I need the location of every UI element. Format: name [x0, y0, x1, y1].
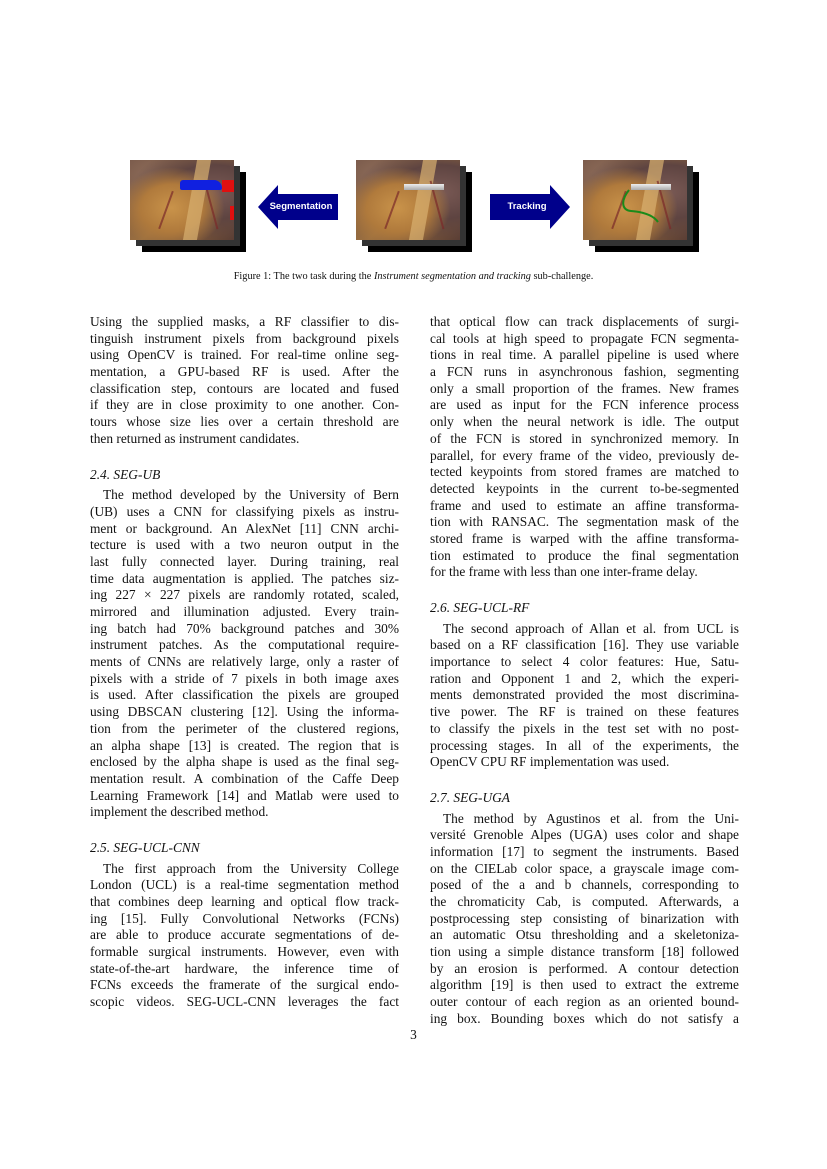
paragraph [430, 811, 739, 1028]
left-column [90, 314, 399, 1011]
text-line: The second approach of Allan et al. from UCL is [443, 620, 739, 636]
text-line: tion using a simple distance transform [18] followed [430, 944, 739, 960]
text-line: pixels with a stride of 7 pixels in both image axes [90, 670, 399, 686]
text-line: mentation, a GPU-based RF is used. After the [90, 364, 399, 380]
text-line: algorithm [19] is then used to extract the extreme [430, 977, 739, 993]
text-line: classification step, contours are located and fused [90, 380, 399, 396]
text-line: an automatic Otsu thresholding and a skeletoniza- [430, 927, 739, 943]
paragraph [90, 314, 399, 448]
text-line: parallel, for every frame of the video, previously de- [430, 447, 739, 463]
text-line: posed of the a and b channels, corresponding to [430, 877, 739, 893]
section-heading: 2.4. SEG-UB [90, 466, 161, 482]
text-line: tion with RANSAC. The segmentation mask of the [430, 514, 739, 530]
text-line: only a small proportion of the frames. New frames [430, 380, 739, 396]
text-line: stored frame is warped with the affine transforma- [430, 530, 739, 546]
paragraph [430, 314, 739, 581]
text-line: tinguish instrument pixels from background pixels [90, 330, 399, 346]
text-line: tecture is used with a two neuron output in the [90, 537, 399, 553]
text-line: outer contour of each region as an oriented bound- [430, 994, 739, 1010]
segmentation-arrow [258, 185, 338, 229]
text-line: enclosed by the alpha shape is used as the final seg- [90, 754, 399, 770]
text-line: last fully connected layer. During training, real [90, 553, 399, 569]
text-line: The method developed by the University of Bern [103, 487, 399, 503]
text-line: mentation result. A combination of the Caffe Deep [90, 770, 399, 786]
text-line: ing batch had 70% background patches and 30% [90, 620, 399, 636]
text-line: using DBSCAN clustering [12]. Using the informa- [90, 704, 399, 720]
segmentation-mask-blue [180, 180, 222, 190]
segmentation-label: Segmentation [269, 201, 333, 212]
text-line: if they are in close proximity to one another. Con- [90, 397, 399, 413]
section-heading: 2.6. SEG-UCL-RF [430, 600, 530, 615]
text-line: that optical flow can track displacements of surgi- [430, 314, 739, 329]
text-line: instrument patches. As the computational require- [90, 637, 399, 653]
tracking-result-image [583, 160, 687, 240]
text-line: cal tools at high speed to propagate FCN segmenta- [430, 330, 739, 346]
text-line: a FCN runs in asynchronous fashion, segmenting [430, 364, 739, 380]
text-line: Learning Framework [14] and Matlab were used to [90, 787, 399, 803]
text-line: processing stages. In all of the experiments, the [430, 737, 739, 753]
text-line: tions in real time. A parallel pipeline is used where [430, 347, 739, 363]
tracking-label: Tracking [507, 201, 547, 212]
text-line: ments of CNNs are relatively large, only a raster of [90, 654, 399, 670]
text-line: of the FCN is stored in synchronized memory. In [430, 430, 739, 446]
text-line: importance to select 4 color features: Hue, Satu- [430, 654, 739, 670]
text-line: formable surgical instruments. However, even with [90, 944, 399, 960]
text-line: time data augmentation is applied. The patches siz- [90, 570, 399, 586]
section-heading: 2.5. SEG-UCL-CNN [90, 839, 200, 855]
text-line: ing [15]. Fully Convolutional Networks (FCNs) [90, 910, 399, 926]
text-line: information [17] to segment the instruments. Based [430, 843, 739, 859]
text-line: then returned as instrument candidates. [90, 430, 300, 446]
text-line: frame and used to estimate an affine transforma- [430, 497, 739, 513]
text-line: state-of-the-art hardware, the inference time of [90, 960, 399, 976]
figure-caption [0, 271, 827, 282]
text-line: The first approach from the University College [103, 860, 399, 876]
text-line: (UB) uses a CNN for classifying pixels as instru- [90, 503, 399, 519]
text-line: the chromaticity Cab, is computed. Afterwards, a [430, 894, 739, 909]
caption-prefix: Figure 1: The two task during the [233, 271, 374, 282]
caption-suffix: sub-challenge. [530, 271, 594, 282]
segmentation-mask-red [222, 180, 234, 192]
text-line: versité Grenoble Alpes (UGA) uses color and shape [430, 827, 739, 843]
caption-italic: Instrument segmentation and tracking [373, 271, 531, 282]
text-line: for the frame with less than one inter-frame delay. [430, 564, 698, 580]
text-line: postprocessing step consisting of binarization with [430, 910, 739, 926]
tracking-arrow [490, 185, 570, 229]
text-line: ment or background. An AlexNet [11] CNN archi- [90, 520, 399, 536]
text-line: tours whose size lies over a certain threshold are [90, 414, 399, 430]
paragraph [90, 861, 399, 1011]
right-column [430, 314, 739, 1028]
page-number: 3 [410, 1027, 417, 1042]
tracking-trajectory [583, 160, 687, 240]
text-line: by an erosion is performed. A contour detection [430, 960, 739, 976]
text-line: London (UCL) is a real-time segmentation method [90, 877, 399, 893]
text-line: OpenCV CPU RF implementation was used. [430, 754, 670, 770]
text-line: tive power. The RF is trained on these features [430, 704, 739, 720]
text-line: only when the neural network is idle. The output [430, 414, 739, 430]
text-line: are able to produce accurate segmentations of de- [90, 927, 399, 943]
text-line: ing box. Bounding boxes which do not satisfy a [430, 1010, 739, 1026]
text-line: scopic videos. SEG-UCL-CNN leverages the fact [90, 994, 399, 1010]
text-line: to classify the pixels in the test set with no post- [430, 720, 739, 736]
text-line: is used. After classification the pixels are grouped [90, 687, 399, 703]
text-line: are used as input for the FCN inference process [430, 397, 739, 413]
text-line: ration and Opponent 1 and 2, which the experi- [430, 670, 739, 686]
text-line: ing 227 × 227 pixels are randomly rotated, scaled, [90, 587, 399, 603]
text-line: an alpha shape [13] is created. The region that is [90, 737, 399, 753]
text-line: FCNs exceeds the framerate of the surgical endo- [90, 977, 399, 993]
text-line: mirrored and illumination adjusted. Every train- [90, 604, 399, 619]
segmentation-result-image [130, 160, 234, 240]
text-line: Using the supplied masks, a RF classifier to dis- [90, 314, 399, 329]
section-heading: 2.7. SEG-UGA [430, 789, 510, 805]
text-line: tion from the perimeter of the clustered regions, [90, 720, 399, 736]
text-line: on the CIELab color space, a grayscale image com- [430, 860, 739, 876]
text-line: detected keypoints in the current to-be-segmented [430, 480, 739, 496]
input-frames-image [356, 160, 460, 240]
text-line: using OpenCV is trained. For real-time online seg- [90, 347, 399, 363]
text-line: that combines deep learning and optical flow track- [90, 894, 399, 909]
paragraph [90, 487, 399, 821]
paragraph [430, 621, 739, 771]
text-line: tected keypoints from stored frames are matched to [430, 464, 739, 480]
text-line: The method by Agustinos et al. from the Uni- [443, 810, 739, 826]
text-line: based on a RF classification [16]. They use variable [430, 637, 739, 653]
text-line: implement the described method. [90, 804, 269, 820]
text-line: tion estimated to produce the final segmentation [430, 547, 739, 563]
text-line: ments demonstrated provided the most discrimina- [430, 687, 739, 703]
